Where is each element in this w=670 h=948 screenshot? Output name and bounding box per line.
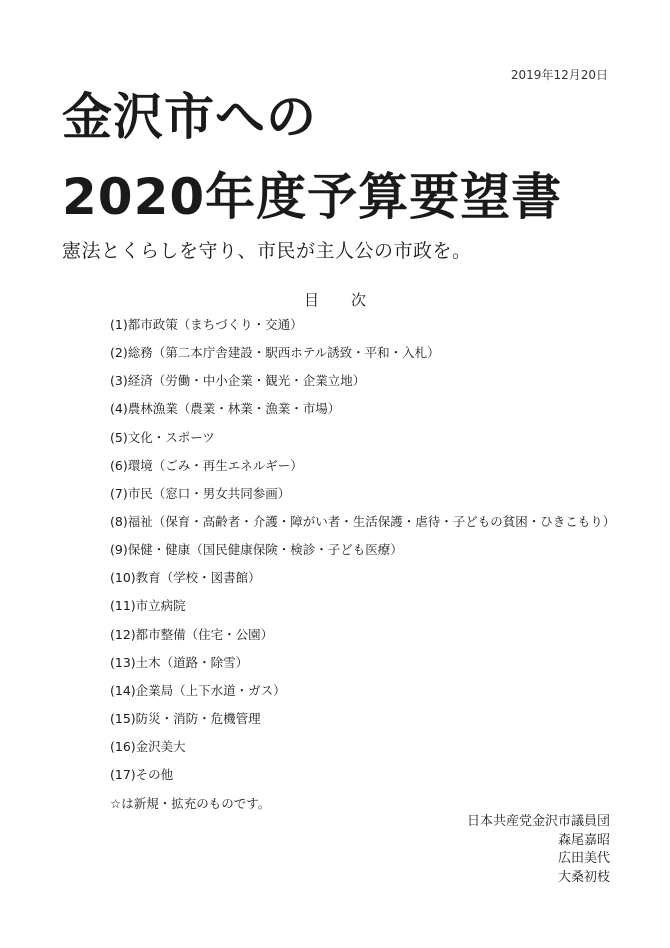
subtitle: 憲法とくらしを守り、市民が主人公の市政を。 xyxy=(62,240,472,262)
toc-item-art-college: (16)金沢美大 xyxy=(110,739,186,755)
new-items-note: ☆は新規・拡充のものです。 xyxy=(110,796,271,811)
toc-item-economy: (3)経済（労働・中小企業・観光・企業立地） xyxy=(110,373,366,389)
title-line-1: 金沢市への xyxy=(62,88,317,146)
signature-member: 森尾嘉昭 xyxy=(557,832,610,848)
signature-block xyxy=(467,813,610,887)
table-of-contents xyxy=(110,316,615,794)
toc-item-education: (10)教育（学校・図書館） xyxy=(110,570,261,586)
toc-item-general-affairs: (2)総務（第二本庁舎建設・駅西ホテル誘致・平和・入札） xyxy=(110,345,440,361)
toc-item-urban-development: (12)都市整備（住宅・公園） xyxy=(110,626,274,642)
toc-item-other: (17)その他 xyxy=(110,767,174,783)
toc-item-urban-policy: (1)都市政策（まちづくり・交通） xyxy=(110,317,303,332)
toc-item-public-enterprise: (14)企業局（上下水道・ガス） xyxy=(110,682,286,698)
toc-item-health: (9)保健・健康（国民健康保険・検診・子ども医療） xyxy=(110,542,403,558)
toc-item-citizens: (7)市民（窓口・男女共同参画） xyxy=(110,485,291,501)
toc-item-environment: (6)環境（ごみ・再生エネルギー） xyxy=(110,457,303,473)
toc-item-city-hospital: (11)市立病院 xyxy=(110,598,186,614)
toc-heading: 目次 xyxy=(303,291,398,309)
toc-item-disaster-prevention: (15)防災・消防・危機管理 xyxy=(110,710,261,726)
title-line-2: 2020年度予算要望書 xyxy=(62,168,563,226)
toc-item-agriculture: (4)農林漁業（農業・林業・漁業・市場） xyxy=(110,401,341,417)
document-date: 2019年12月20日 xyxy=(510,68,608,82)
toc-item-culture-sports: (5)文化・スポーツ xyxy=(110,429,215,445)
toc-item-welfare: (8)福祉（保育・高齢者・介護・障がい者・生活保護・虐待・子どもの貧困・ひきこもり） xyxy=(110,513,616,529)
signature-member: 大桑初枝 xyxy=(557,869,610,885)
signature-organization: 日本共産党金沢市議員団 xyxy=(466,814,610,829)
toc-item-civil-engineering: (13)土木（道路・除雪） xyxy=(110,654,249,670)
signature-member: 広田美代 xyxy=(557,851,610,866)
